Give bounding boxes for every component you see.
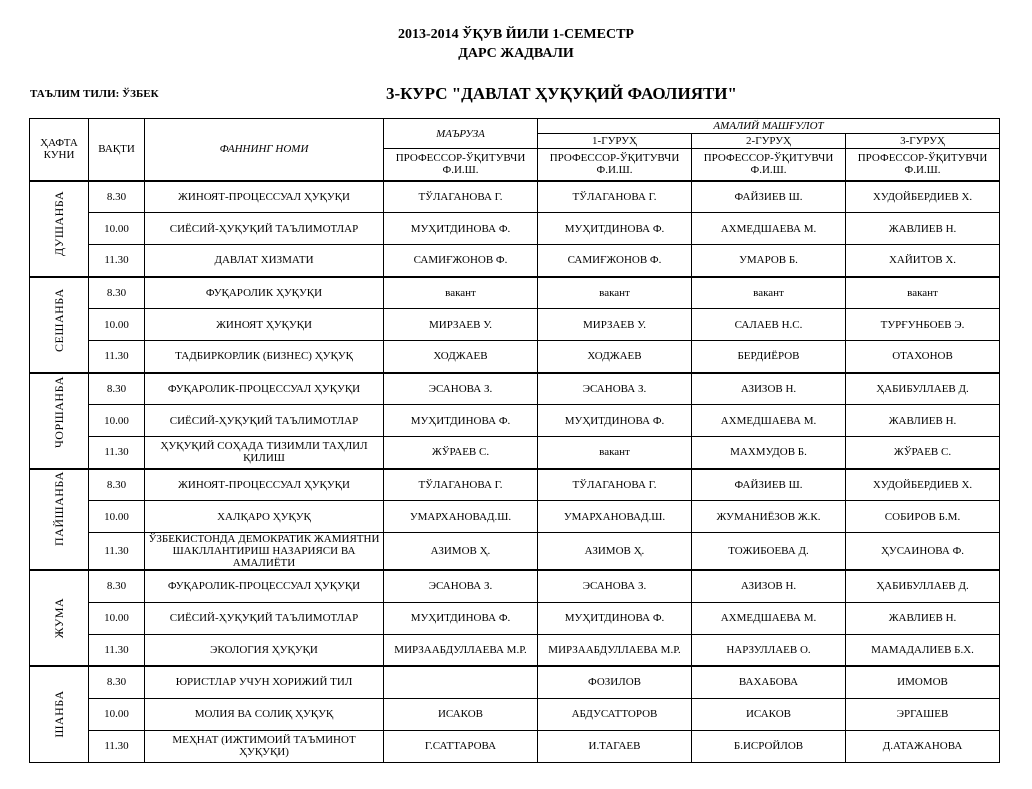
lecture-teacher-cell: МУҲИТДИНОВА Ф. bbox=[384, 602, 538, 634]
time-cell: 8.30 bbox=[89, 277, 145, 309]
group1-teacher-cell: МИРЗАЕВ У. bbox=[538, 309, 692, 341]
subject-cell: ЎЗБЕКИСТОНДА ДЕМОКРАТИК ЖАМИЯТНИ ШАКЛЛАНТИРИШ НАЗАРИЯСИ ВА АМАЛИЁТИ bbox=[145, 533, 384, 571]
header-practical: АМАЛИЙ МАШҒУЛОТ bbox=[538, 119, 1000, 134]
group2-teacher-cell: ВАХАБОВА bbox=[692, 666, 846, 698]
table-row bbox=[30, 469, 1000, 501]
table-row bbox=[30, 277, 1000, 309]
course-title: 3-КУРС "ДАВЛАТ ҲУҚУҚИЙ ФАОЛИЯТИ" bbox=[386, 84, 737, 103]
day-name: ПАЙШАНБА bbox=[52, 471, 66, 547]
subject-cell: МЕҲНАТ (ИЖТИМОИЙ ТАЪМИНОТ ҲУҚУҚИ) bbox=[145, 730, 384, 762]
lecture-teacher-cell: ХОДЖАЕВ bbox=[384, 341, 538, 373]
schedule-body bbox=[30, 181, 1000, 763]
group1-teacher-cell: МУҲИТДИНОВА Ф. bbox=[538, 213, 692, 245]
time-cell: 10.00 bbox=[89, 698, 145, 730]
lecture-teacher-cell: ЭСАНОВА З. bbox=[384, 570, 538, 602]
lecture-teacher-cell: ТЎЛАГАНОВА Г. bbox=[384, 469, 538, 501]
subject-cell: ЖИНОЯТ-ПРОЦЕССУАЛ ҲУҚУҚИ bbox=[145, 469, 384, 501]
group1-teacher-cell: ЭСАНОВА З. bbox=[538, 373, 692, 405]
table-row bbox=[30, 698, 1000, 730]
group2-teacher-cell: ФАЙЗИЕВ Ш. bbox=[692, 181, 846, 213]
header-subject: ФАННИНГ НОМИ bbox=[145, 119, 384, 181]
subject-cell: ЖИНОЯТ ҲУҚУҚИ bbox=[145, 309, 384, 341]
table-row bbox=[30, 213, 1000, 245]
day-cell bbox=[30, 277, 89, 373]
group3-teacher-cell: Д.АТАЖАНОВА bbox=[846, 730, 1000, 762]
subject-cell: ФУҚАРОЛИК-ПРОЦЕССУАЛ ҲУҚУҚИ bbox=[145, 570, 384, 602]
group2-teacher-cell: САЛАЕВ Н.С. bbox=[692, 309, 846, 341]
title-line1: 2013-2014 ЎҚУВ ЙИЛИ 1-СЕМЕСТР bbox=[398, 27, 634, 42]
group3-teacher-cell: ХУДОЙБЕРДИЕВ Х. bbox=[846, 469, 1000, 501]
subject-cell: ЮРИСТЛАР УЧУН ХОРИЖИЙ ТИЛ bbox=[145, 666, 384, 698]
group3-teacher-cell: ХУДОЙБЕРДИЕВ Х. bbox=[846, 181, 1000, 213]
group1-teacher-cell: ЭСАНОВА З. bbox=[538, 570, 692, 602]
group2-teacher-cell: ФАЙЗИЕВ Ш. bbox=[692, 469, 846, 501]
lecture-teacher-cell: МУҲИТДИНОВА Ф. bbox=[384, 213, 538, 245]
group2-teacher-cell: НАРЗУЛЛАЕВ О. bbox=[692, 634, 846, 666]
day-cell bbox=[30, 373, 89, 469]
subject-cell: СИЁСИЙ-ҲУҚУҚИЙ ТАЪЛИМОТЛАР bbox=[145, 213, 384, 245]
group1-teacher-cell: ФОЗИЛОВ bbox=[538, 666, 692, 698]
time-cell: 10.00 bbox=[89, 602, 145, 634]
group3-teacher-cell: ЖАВЛИЕВ Н. bbox=[846, 405, 1000, 437]
language-label: ТАЪЛИМ ТИЛИ: ЎЗБЕК bbox=[30, 88, 159, 100]
group3-teacher-cell: ҲАБИБУЛЛАЕВ Д. bbox=[846, 373, 1000, 405]
header-teacher-lecture: ПРОФЕССОР-ЎҚИТУВЧИ Ф.И.Ш. bbox=[384, 149, 538, 181]
lecture-teacher-cell: ТЎЛАГАНОВА Г. bbox=[384, 181, 538, 213]
schedule-table bbox=[29, 118, 1000, 763]
day-name: ДУШАНБА bbox=[52, 190, 66, 256]
lecture-teacher-cell: ЖЎРАЕВ С. bbox=[384, 437, 538, 469]
subject-cell: ЭКОЛОГИЯ ҲУҚУҚИ bbox=[145, 634, 384, 666]
header-lecture: МАЪРУЗА bbox=[384, 119, 538, 149]
subject-cell: ДАВЛАТ ХИЗМАТИ bbox=[145, 245, 384, 277]
subject-cell: МОЛИЯ ВА СОЛИҚ ҲУҚУҚ bbox=[145, 698, 384, 730]
group2-teacher-cell: АЗИЗОВ Н. bbox=[692, 570, 846, 602]
table-row bbox=[30, 501, 1000, 533]
header-teacher-g1: ПРОФЕССОР-ЎҚИТУВЧИ Ф.И.Ш. bbox=[538, 149, 692, 181]
table-row bbox=[30, 373, 1000, 405]
subject-cell: ҲУҚУҚИЙ СОҲАДА ТИЗИМЛИ ТАҲЛИЛ ҚИЛИШ bbox=[145, 437, 384, 469]
day-cell bbox=[30, 570, 89, 666]
group1-teacher-cell: МУҲИТДИНОВА Ф. bbox=[538, 602, 692, 634]
header-group1: 1-ГУРУҲ bbox=[538, 134, 692, 149]
lecture-teacher-cell bbox=[384, 666, 538, 698]
day-cell bbox=[30, 181, 89, 277]
group1-teacher-cell: И.ТАГАЕВ bbox=[538, 730, 692, 762]
table-row bbox=[30, 341, 1000, 373]
group2-teacher-cell: УМАРОВ Б. bbox=[692, 245, 846, 277]
table-row bbox=[30, 245, 1000, 277]
group3-teacher-cell: ЖАВЛИЕВ Н. bbox=[846, 602, 1000, 634]
group1-teacher-cell: ТЎЛАГАНОВА Г. bbox=[538, 181, 692, 213]
lecture-teacher-cell: МИРЗААБДУЛЛАЕВА М.Р. bbox=[384, 634, 538, 666]
group1-teacher-cell: АБДУСАТТОРОВ bbox=[538, 698, 692, 730]
group1-teacher-cell: АЗИМОВ Ҳ. bbox=[538, 533, 692, 571]
group2-teacher-cell: ТОЖИБОЕВА Д. bbox=[692, 533, 846, 571]
day-name: ЧОРШАНБА bbox=[52, 375, 66, 448]
group2-teacher-cell: вакант bbox=[692, 277, 846, 309]
group3-teacher-cell: ОТАХОНОВ bbox=[846, 341, 1000, 373]
header-teacher-g3: ПРОФЕССОР-ЎҚИТУВЧИ Ф.И.Ш. bbox=[846, 149, 1000, 181]
group3-teacher-cell: МАМАДАЛИЕВ Б.Х. bbox=[846, 634, 1000, 666]
group1-teacher-cell: МУҲИТДИНОВА Ф. bbox=[538, 405, 692, 437]
group2-teacher-cell: ИСАКОВ bbox=[692, 698, 846, 730]
subject-cell: ХАЛҚАРО ҲУҚУҚ bbox=[145, 501, 384, 533]
time-cell: 11.30 bbox=[89, 533, 145, 571]
group3-teacher-cell: ЖАВЛИЕВ Н. bbox=[846, 213, 1000, 245]
group3-teacher-cell: ХАЙИТОВ Х. bbox=[846, 245, 1000, 277]
table-row bbox=[30, 181, 1000, 213]
time-cell: 11.30 bbox=[89, 634, 145, 666]
day-name: ЖУМА bbox=[52, 597, 66, 639]
table-row bbox=[30, 666, 1000, 698]
group3-teacher-cell: ЖЎРАЕВ С. bbox=[846, 437, 1000, 469]
table-row bbox=[30, 570, 1000, 602]
table-row bbox=[30, 309, 1000, 341]
group1-teacher-cell: вакант bbox=[538, 277, 692, 309]
lecture-teacher-cell: Г.САТТАРОВА bbox=[384, 730, 538, 762]
header-time: ВАҚТИ bbox=[89, 119, 145, 181]
title-line2: ДАРС ЖАДВАЛИ bbox=[458, 46, 574, 61]
table-row bbox=[30, 634, 1000, 666]
time-cell: 8.30 bbox=[89, 181, 145, 213]
lecture-teacher-cell: МИРЗАЕВ У. bbox=[384, 309, 538, 341]
time-cell: 8.30 bbox=[89, 666, 145, 698]
group2-teacher-cell: ЖУМАНИЁЗОВ Ж.К. bbox=[692, 501, 846, 533]
lecture-teacher-cell: ИСАКОВ bbox=[384, 698, 538, 730]
time-cell: 11.30 bbox=[89, 730, 145, 762]
group3-teacher-cell: СОБИРОВ Б.М. bbox=[846, 501, 1000, 533]
subject-cell: ФУҚАРОЛИК-ПРОЦЕССУАЛ ҲУҚУҚИ bbox=[145, 373, 384, 405]
time-cell: 8.30 bbox=[89, 373, 145, 405]
lecture-teacher-cell: САМИҒЖОНОВ Ф. bbox=[384, 245, 538, 277]
header-group2: 2-ГУРУҲ bbox=[692, 134, 846, 149]
day-cell bbox=[30, 666, 89, 762]
group1-teacher-cell: УМАРХАНОВАД.Ш. bbox=[538, 501, 692, 533]
header-day: ҲАФТА КУНИ bbox=[30, 119, 89, 181]
day-name: СЕШАНБА bbox=[52, 287, 66, 352]
subject-cell: СИЁСИЙ-ҲУҚУҚИЙ ТАЪЛИМОТЛАР bbox=[145, 405, 384, 437]
group3-teacher-cell: ИМОМОВ bbox=[846, 666, 1000, 698]
group2-teacher-cell: АЗИЗОВ Н. bbox=[692, 373, 846, 405]
group3-teacher-cell: ТУРҒУНБОЕВ Э. bbox=[846, 309, 1000, 341]
group3-teacher-cell: вакант bbox=[846, 277, 1000, 309]
table-row bbox=[30, 730, 1000, 762]
subject-cell: СИЁСИЙ-ҲУҚУҚИЙ ТАЪЛИМОТЛАР bbox=[145, 602, 384, 634]
group3-teacher-cell: ЭРГАШЕВ bbox=[846, 698, 1000, 730]
lecture-teacher-cell: вакант bbox=[384, 277, 538, 309]
time-cell: 11.30 bbox=[89, 245, 145, 277]
subject-cell: ЖИНОЯТ-ПРОЦЕССУАЛ ҲУҚУҚИ bbox=[145, 181, 384, 213]
group1-teacher-cell: вакант bbox=[538, 437, 692, 469]
group1-teacher-cell: САМИҒЖОНОВ Ф. bbox=[538, 245, 692, 277]
subject-cell: ТАДБИРКОРЛИК (БИЗНЕС) ҲУҚУҚ bbox=[145, 341, 384, 373]
table-row bbox=[30, 437, 1000, 469]
time-cell: 10.00 bbox=[89, 501, 145, 533]
table-row bbox=[30, 533, 1000, 571]
subject-cell: ФУҚАРОЛИК ҲУҚУҚИ bbox=[145, 277, 384, 309]
time-cell: 11.30 bbox=[89, 341, 145, 373]
group2-teacher-cell: АХМЕДШАЕВА М. bbox=[692, 602, 846, 634]
time-cell: 10.00 bbox=[89, 213, 145, 245]
group2-teacher-cell: АХМЕДШАЕВА М. bbox=[692, 213, 846, 245]
day-cell bbox=[30, 469, 89, 571]
lecture-teacher-cell: УМАРХАНОВАД.Ш. bbox=[384, 501, 538, 533]
group2-teacher-cell: БЕРДИЁРОВ bbox=[692, 341, 846, 373]
group1-teacher-cell: ХОДЖАЕВ bbox=[538, 341, 692, 373]
table-row bbox=[30, 405, 1000, 437]
group2-teacher-cell: МАХМУДОВ Б. bbox=[692, 437, 846, 469]
time-cell: 11.30 bbox=[89, 437, 145, 469]
lecture-teacher-cell: ЭСАНОВА З. bbox=[384, 373, 538, 405]
group1-teacher-cell: МИРЗААБДУЛЛАЕВА М.Р. bbox=[538, 634, 692, 666]
header-teacher-g2: ПРОФЕССОР-ЎҚИТУВЧИ Ф.И.Ш. bbox=[692, 149, 846, 181]
header-group3: 3-ГУРУҲ bbox=[846, 134, 1000, 149]
time-cell: 8.30 bbox=[89, 469, 145, 501]
lecture-teacher-cell: МУҲИТДИНОВА Ф. bbox=[384, 405, 538, 437]
group2-teacher-cell: АХМЕДШАЕВА М. bbox=[692, 405, 846, 437]
group1-teacher-cell: ТЎЛАГАНОВА Г. bbox=[538, 469, 692, 501]
group3-teacher-cell: ҲУСАИНОВА Ф. bbox=[846, 533, 1000, 571]
time-cell: 10.00 bbox=[89, 405, 145, 437]
time-cell: 10.00 bbox=[89, 309, 145, 341]
day-name: ШАНБА bbox=[52, 690, 66, 738]
table-row bbox=[30, 602, 1000, 634]
lecture-teacher-cell: АЗИМОВ Ҳ. bbox=[384, 533, 538, 571]
time-cell: 8.30 bbox=[89, 570, 145, 602]
group3-teacher-cell: ҲАБИБУЛЛАЕВ Д. bbox=[846, 570, 1000, 602]
group2-teacher-cell: Б.ИСРОЙЛОВ bbox=[692, 730, 846, 762]
